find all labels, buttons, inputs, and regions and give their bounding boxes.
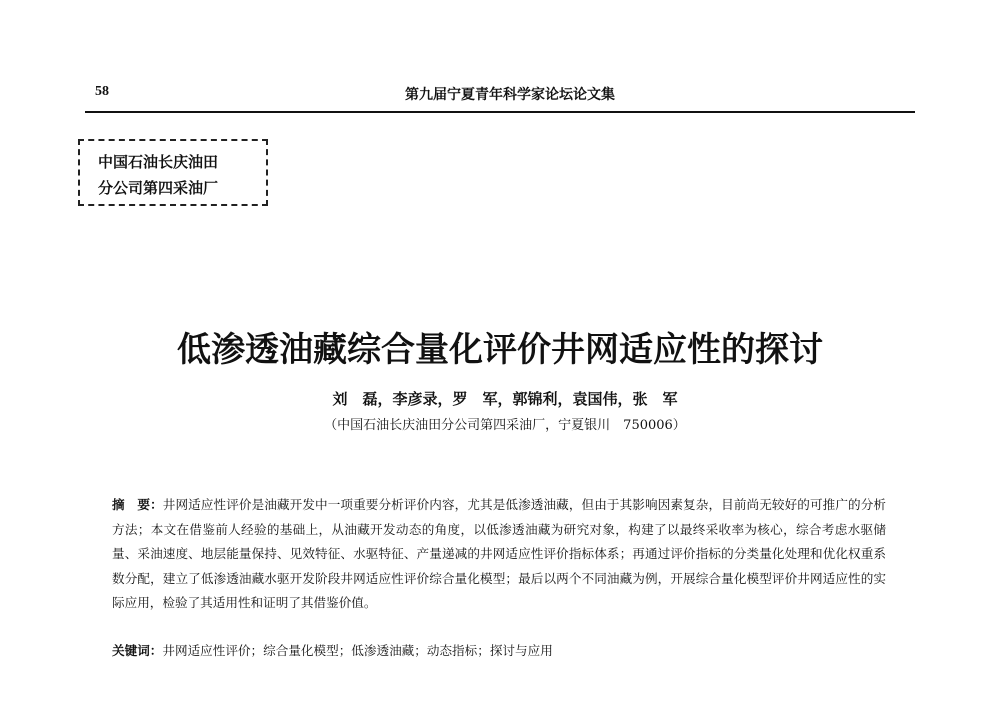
abstract-label: 摘 要：	[112, 497, 163, 512]
stamp-line-2: 分公司第四采油厂	[98, 179, 219, 197]
abstract	[112, 493, 886, 616]
affiliation-stamp	[78, 139, 268, 206]
header-rule	[85, 111, 915, 113]
keywords-text: 井网适应性评价；综合量化模型；低渗透油藏；动态指标；探讨与应用	[162, 643, 553, 658]
stamp-line-1: 中国石油长庆油田	[98, 153, 219, 171]
page-number: 58	[95, 84, 109, 99]
author-list: 刘 磊，李彦录，罗 军，郭锦利，袁国伟，张 军	[332, 390, 678, 408]
author-affiliation: （中国石油长庆油田分公司第四采油厂，宁夏银川 750006）	[324, 418, 686, 433]
keywords	[112, 640, 886, 662]
article-title: 低渗透油藏综合量化评价井网适应性的探讨	[177, 330, 823, 370]
running-head: 第九届宁夏青年科学家论坛论文集	[405, 87, 615, 103]
keywords-label: 关键词：	[112, 643, 163, 658]
abstract-text: 井网适应性评价是油藏开发中一项重要分析评价内容，尤其是低渗透油藏，但由于其影响因素复杂，目前尚无较好的可推广的分析方法；本文在借鉴前人经验的基础上，从油藏开发动态的角度，以低渗透油藏为研究对象，构建了以最终采收率为核心，综合考虑水驱储量、采油速度、地层能量保持、见效特征、水驱特征、产量递减的井网适应性评价指标体系；再通过评价指标的分类量化处理和优化权重系数分配，建立了低渗透油藏水驱开发阶段井网适应性评价综合量化模型；最后以两个不同油藏为例，开展综合量化模型评价井网适应性的实际应用，检验了其适用性和证明了其借鉴价值。	[112, 497, 887, 610]
